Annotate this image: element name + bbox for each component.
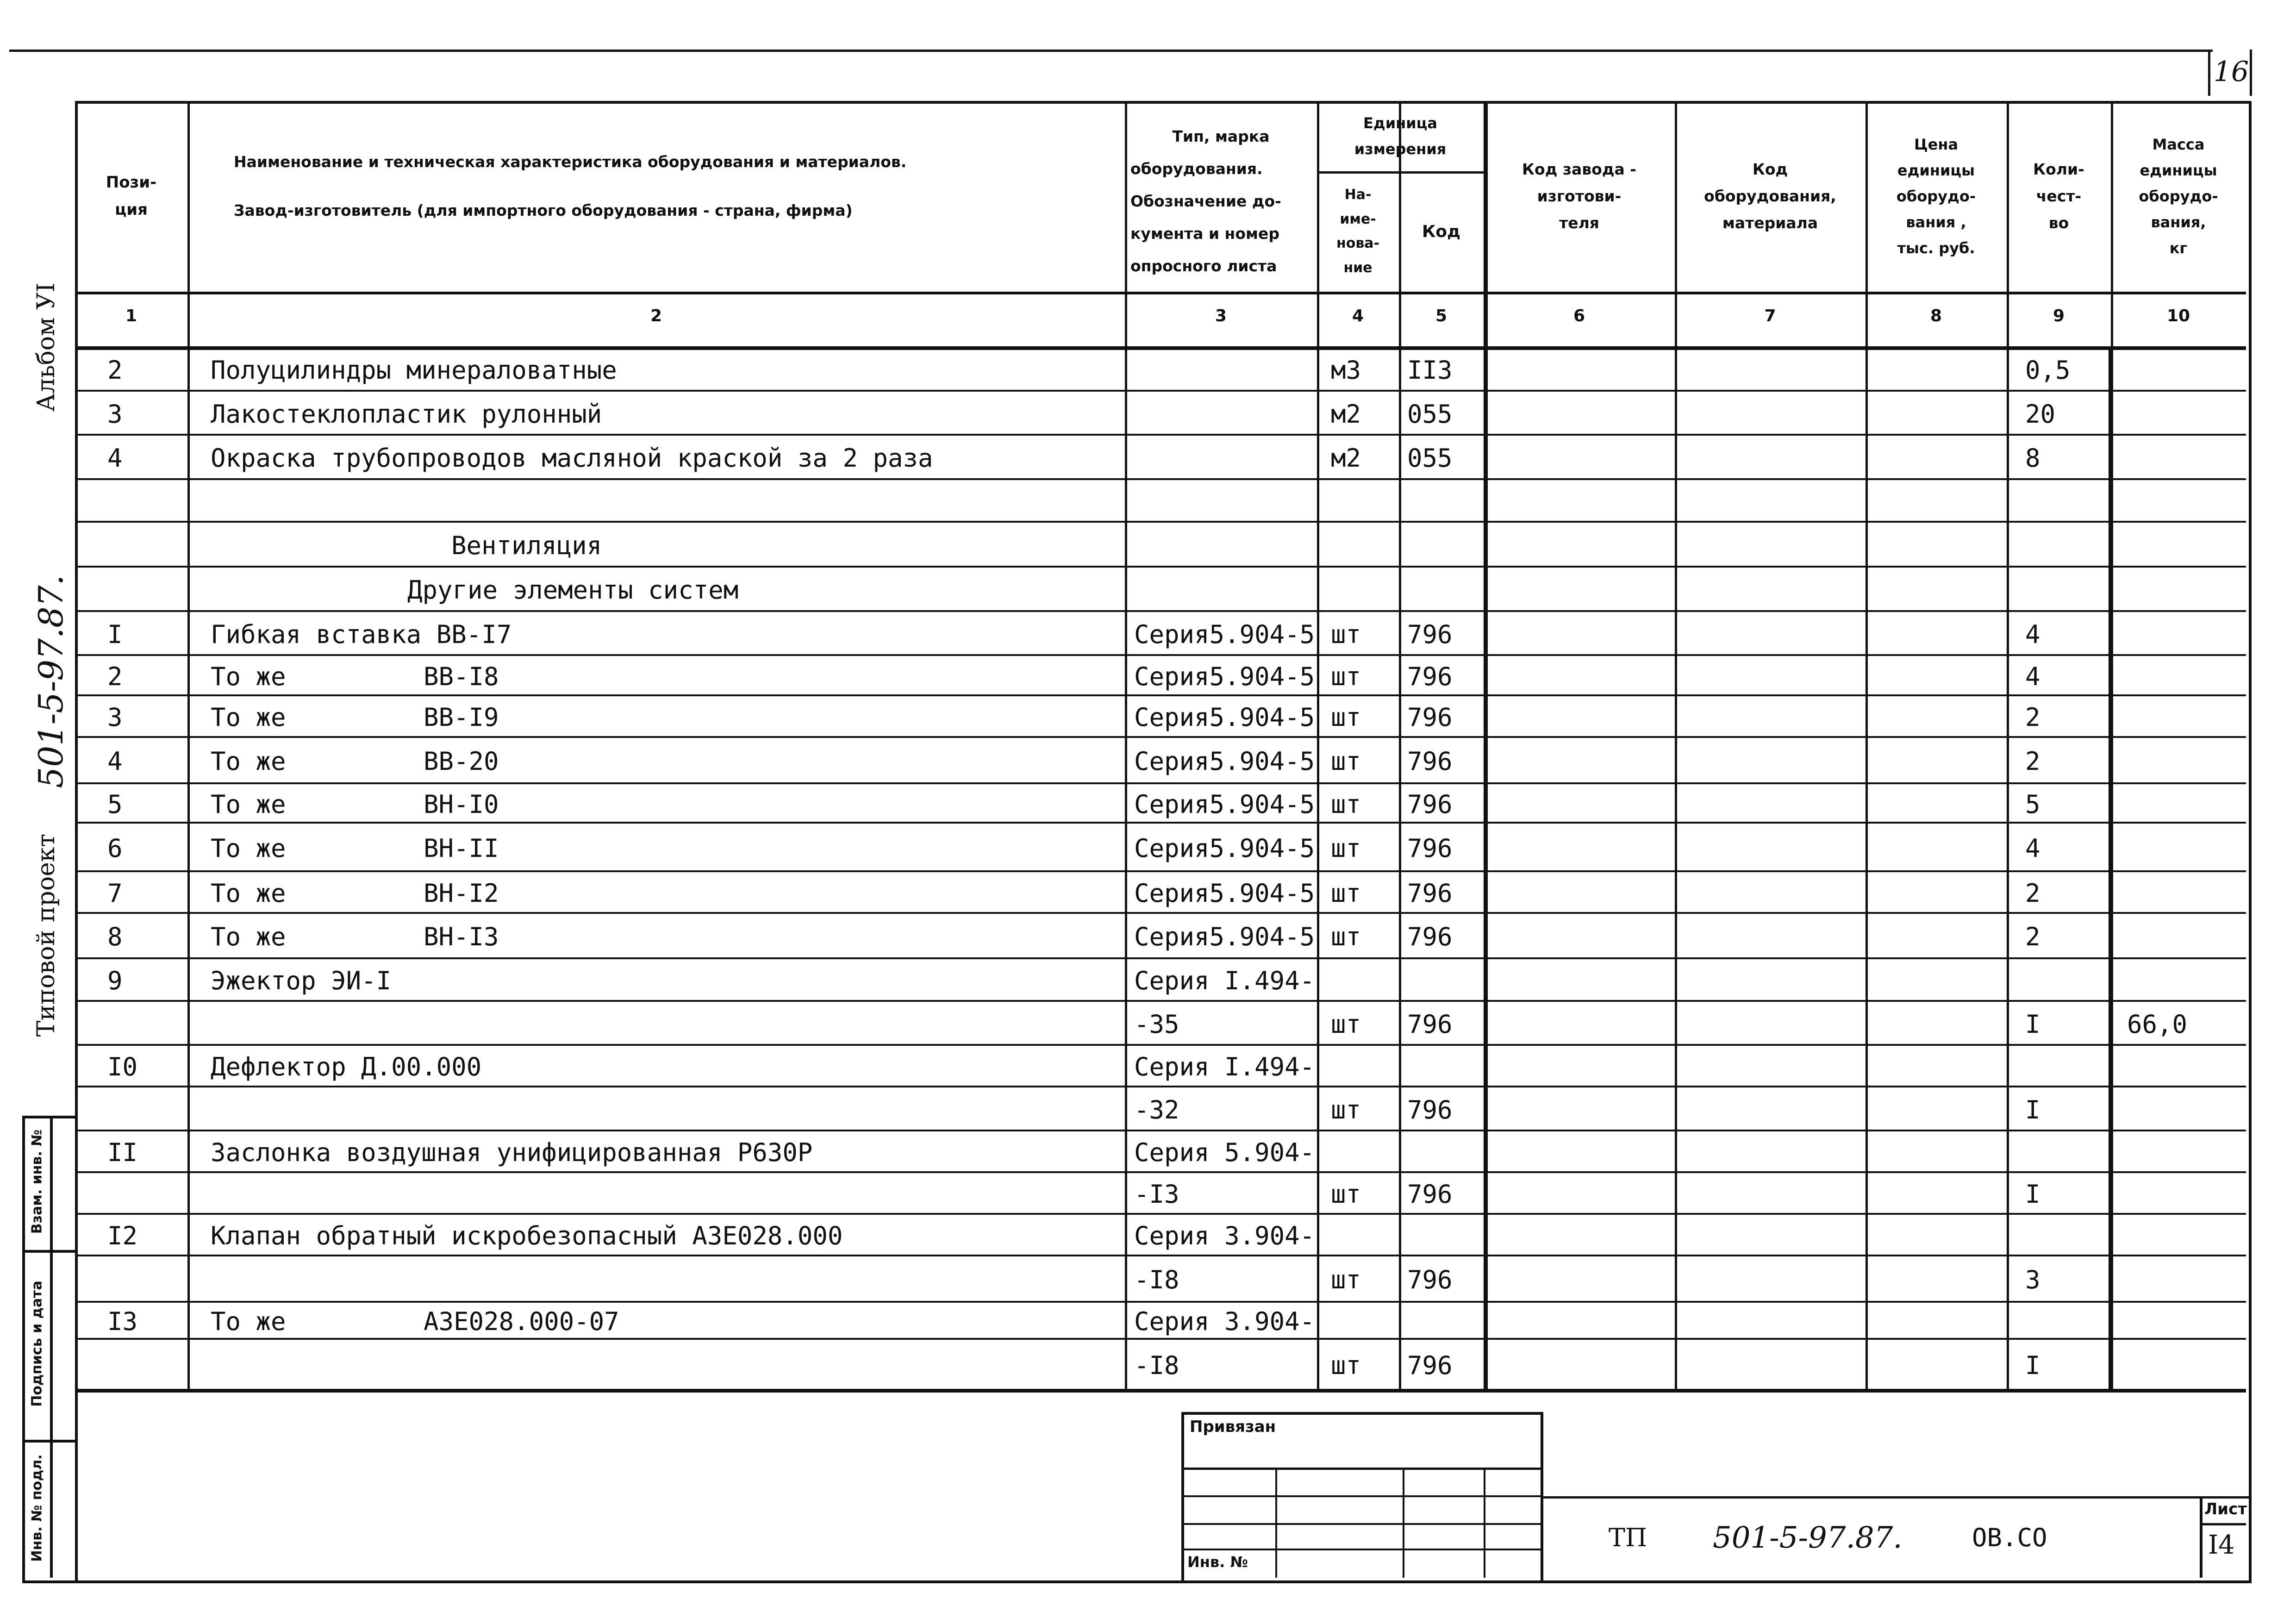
row-name: Гибкая вставка ВВ-I7 bbox=[211, 619, 512, 649]
row-position: 4 bbox=[107, 747, 123, 776]
header-text: чест- bbox=[2036, 187, 2082, 206]
row-name-mark: ВВ-I8 bbox=[424, 662, 499, 691]
row-name: То же bbox=[211, 703, 286, 732]
row-document: Серия5.904-5 bbox=[1134, 619, 1315, 649]
row-name: То же bbox=[211, 922, 286, 951]
row-document: Серия5.904-5 bbox=[1134, 833, 1315, 863]
row-rule bbox=[75, 654, 2246, 656]
row-name: Лакостеклопластик рулонный bbox=[211, 399, 602, 429]
row-position: 7 bbox=[107, 879, 123, 908]
privyazan-v3 bbox=[1484, 1468, 1485, 1578]
row-name-mark: ВН-I2 bbox=[424, 879, 499, 908]
header-doc: Обозначение до- bbox=[1130, 192, 1281, 210]
row-name: Дефлектор Д.00.000 bbox=[211, 1052, 482, 1081]
stamp-signature-date: Подпись и дата bbox=[29, 1280, 45, 1407]
column-number: 2 bbox=[650, 306, 662, 325]
privyazan-h4 bbox=[1181, 1549, 1541, 1550]
row-document: -I8 bbox=[1134, 1265, 1179, 1294]
row-position: II bbox=[107, 1138, 138, 1167]
list-box-mid bbox=[2200, 1523, 2246, 1525]
row-quantity: 2 bbox=[2025, 922, 2040, 951]
row-name: Клапан обратный искробезопасный АЗЕ028.000 bbox=[211, 1221, 843, 1250]
album-label: Альбом УІ bbox=[32, 282, 60, 412]
row-name-mark: ВН-II bbox=[424, 833, 499, 863]
row-name: То же bbox=[211, 1307, 286, 1336]
row-rule bbox=[75, 694, 2246, 696]
header-text: кг bbox=[2169, 239, 2188, 257]
row-rule bbox=[75, 912, 2246, 914]
row-unit: шт bbox=[1331, 833, 1361, 863]
row-name: Другие элементы систем bbox=[407, 575, 739, 605]
row-name: То же bbox=[211, 833, 286, 863]
row-name: То же bbox=[211, 789, 286, 819]
row-quantity: 3 bbox=[2025, 1265, 2040, 1294]
row-unit: шт bbox=[1331, 703, 1361, 732]
row-quantity: 5 bbox=[2025, 789, 2040, 819]
privyazan-label: Привязан bbox=[1190, 1418, 1276, 1436]
row-quantity: 2 bbox=[2025, 879, 2040, 908]
privyazan-h3 bbox=[1181, 1523, 1541, 1525]
row-document: Серия5.904-5 bbox=[1134, 662, 1315, 691]
column-number: 3 bbox=[1215, 306, 1227, 325]
row-rule bbox=[75, 1301, 2246, 1303]
row-document: Серия 3.904- bbox=[1134, 1221, 1315, 1250]
row-document: Серия5.904-5 bbox=[1134, 703, 1315, 732]
row-name: Эжектор ЭИ-I bbox=[211, 966, 392, 995]
row-unit-code: 055 bbox=[1407, 443, 1453, 473]
row-document: Серия 5.904- bbox=[1134, 1138, 1315, 1167]
column-number: 6 bbox=[1573, 306, 1585, 325]
row-name: Окраска трубопроводов масляной краской за 2 раза bbox=[211, 443, 933, 473]
header-text: теля bbox=[1559, 213, 1599, 232]
row-unit: шт bbox=[1331, 1265, 1361, 1294]
privyazan-v2 bbox=[1403, 1468, 1404, 1578]
column-number: 10 bbox=[2166, 306, 2190, 325]
row-rule bbox=[75, 957, 2246, 959]
row-rule bbox=[75, 822, 2246, 824]
row-unit-code: II3 bbox=[1407, 356, 1453, 385]
header-text: тыс. руб. bbox=[1897, 239, 1975, 257]
header-text: изготови- bbox=[1537, 187, 1622, 206]
row-quantity: I bbox=[2025, 1180, 2040, 1209]
header-text: оборудо- bbox=[2139, 187, 2218, 205]
row-unit: шт bbox=[1331, 879, 1361, 908]
header-text: Код bbox=[1752, 160, 1788, 179]
row-unit-code: 796 bbox=[1407, 922, 1453, 951]
row-unit: шт bbox=[1331, 1095, 1361, 1124]
row-document: Серия5.904-5 bbox=[1134, 922, 1315, 951]
row-rule bbox=[75, 521, 2246, 523]
row-quantity: 4 bbox=[2025, 833, 2040, 863]
column-number: 5 bbox=[1435, 306, 1447, 325]
header-doc: опросного листа bbox=[1130, 257, 1277, 275]
row-rule bbox=[75, 1171, 2246, 1173]
row-unit: м2 bbox=[1331, 399, 1361, 429]
column-number: 9 bbox=[2053, 306, 2065, 325]
row-quantity: 20 bbox=[2025, 399, 2056, 429]
header-text: измерения bbox=[1354, 140, 1447, 158]
row-position: 4 bbox=[107, 443, 123, 473]
row-position: 5 bbox=[107, 789, 123, 819]
row-document: Серия 3.904- bbox=[1134, 1307, 1315, 1336]
doc-code: 501-5-97.87. bbox=[1713, 1521, 1903, 1555]
header-text: Пози- bbox=[106, 173, 157, 192]
header-text: оборудования, bbox=[1704, 187, 1836, 206]
row-rule bbox=[75, 1130, 2246, 1131]
row-unit-code: 796 bbox=[1407, 619, 1453, 649]
row-position: 2 bbox=[107, 356, 123, 385]
row-document: -35 bbox=[1134, 1009, 1179, 1039]
row-document: -32 bbox=[1134, 1095, 1179, 1124]
tp-label: ТП bbox=[1609, 1523, 1647, 1552]
row-position: 3 bbox=[107, 399, 123, 429]
row-unit-code: 796 bbox=[1407, 1265, 1453, 1294]
row-unit-code: 796 bbox=[1407, 1351, 1453, 1380]
row-quantity: 2 bbox=[2025, 703, 2040, 732]
row-unit-code: 796 bbox=[1407, 789, 1453, 819]
row-unit: шт bbox=[1331, 662, 1361, 691]
list-label: Лист bbox=[2204, 1500, 2247, 1518]
header-name: Завод-изготовитель (для импортного оборудования - страна, фирма) bbox=[234, 201, 853, 219]
row-unit-code: 796 bbox=[1407, 1180, 1453, 1209]
project-type-label: Типовой проект bbox=[32, 833, 60, 1037]
row-rule bbox=[75, 1044, 2246, 1046]
row-quantity: I bbox=[2025, 1095, 2040, 1124]
row-unit-code: 796 bbox=[1407, 703, 1453, 732]
row-name-mark: АЗЕ028.000-07 bbox=[424, 1307, 619, 1336]
row-name: То же bbox=[211, 747, 286, 776]
row-rule bbox=[75, 1255, 2246, 1256]
inv-no-label: Инв. № bbox=[1187, 1553, 1248, 1571]
row-unit: шт bbox=[1331, 619, 1361, 649]
row-position: I2 bbox=[107, 1221, 138, 1250]
stamp-inv-vzam: Взам. инв. № bbox=[29, 1129, 45, 1234]
row-rule bbox=[75, 478, 2246, 480]
qty-right-bold-rule bbox=[2109, 346, 2112, 1389]
stamp-inv-podl: Инв. № подл. bbox=[29, 1454, 45, 1562]
row-name-mark: ВВ-20 bbox=[424, 747, 499, 776]
header-text: единицы bbox=[1897, 162, 1975, 179]
row-quantity: 4 bbox=[2025, 619, 2040, 649]
row-position: 2 bbox=[107, 662, 123, 691]
row-rule bbox=[75, 736, 2246, 738]
privyazan-v1 bbox=[1275, 1468, 1277, 1578]
header-text: единицы bbox=[2140, 162, 2217, 179]
row-position: I bbox=[107, 619, 123, 649]
header-text: вания , bbox=[1906, 213, 1966, 231]
row-rule bbox=[75, 1086, 2246, 1087]
row-rule bbox=[75, 1000, 2246, 1002]
row-document: Серия5.904-5 bbox=[1134, 747, 1315, 776]
row-name: То же bbox=[211, 879, 286, 908]
header-text: Коли- bbox=[2033, 160, 2084, 179]
header-text: Масса bbox=[2152, 136, 2205, 153]
row-position: I0 bbox=[107, 1052, 138, 1081]
header-text: оборудо- bbox=[1896, 187, 1976, 205]
header-doc: оборудования. bbox=[1130, 160, 1263, 178]
row-document: Серия I.494- bbox=[1134, 1052, 1315, 1081]
row-rule bbox=[75, 782, 2246, 784]
row-name: Вентиляция bbox=[451, 531, 602, 560]
row-quantity: I bbox=[2025, 1351, 2040, 1380]
row-quantity: 2 bbox=[2025, 747, 2040, 776]
column-number: 8 bbox=[1930, 306, 1942, 325]
row-quantity: I bbox=[2025, 1009, 2040, 1039]
row-unit: шт bbox=[1331, 1351, 1361, 1380]
row-rule bbox=[75, 610, 2246, 612]
header-text: нова- bbox=[1336, 235, 1380, 251]
row-name: То же bbox=[211, 662, 286, 691]
column-number: 4 bbox=[1352, 306, 1364, 325]
row-unit-code: 055 bbox=[1407, 399, 1453, 429]
header-text: Цена bbox=[1914, 136, 1959, 153]
row-document: Серия5.904-5 bbox=[1134, 879, 1315, 908]
column-number: 7 bbox=[1764, 306, 1776, 325]
project-code-side: 501-5-97.87. bbox=[31, 575, 70, 788]
header-text: материала bbox=[1722, 213, 1818, 232]
row-quantity: 4 bbox=[2025, 662, 2040, 691]
row-unit-code: 796 bbox=[1407, 879, 1453, 908]
row-unit: шт bbox=[1331, 922, 1361, 951]
row-position: 3 bbox=[107, 703, 123, 732]
row-unit-code: 796 bbox=[1407, 833, 1453, 863]
header-doc: Тип, марка bbox=[1172, 127, 1270, 145]
header-text: ция bbox=[115, 200, 148, 219]
row-quantity: 0,5 bbox=[2025, 356, 2071, 385]
row-document: -I3 bbox=[1134, 1180, 1179, 1209]
list-box-left bbox=[2200, 1496, 2202, 1578]
header-name: Наименование и техническая характеристика оборудования и материалов. bbox=[234, 153, 907, 171]
row-position: 9 bbox=[107, 966, 123, 995]
row-mass: 66,0 bbox=[2127, 1009, 2188, 1039]
row-rule bbox=[75, 390, 2246, 392]
privyazan-h1 bbox=[1181, 1468, 1541, 1470]
row-name: Заслонка воздушная унифицированная Р630Р bbox=[211, 1138, 813, 1167]
row-name-mark: ВН-I0 bbox=[424, 789, 499, 819]
row-unit: шт bbox=[1331, 1180, 1361, 1209]
header-text: во bbox=[2048, 213, 2069, 232]
row-unit-code: 796 bbox=[1407, 662, 1453, 691]
number-row-bottom-rule bbox=[75, 346, 2246, 350]
header-doc: кумента и номер bbox=[1130, 225, 1280, 243]
row-unit: шт bbox=[1331, 789, 1361, 819]
row-unit: м3 bbox=[1331, 356, 1361, 385]
row-name-mark: ВВ-I9 bbox=[424, 703, 499, 732]
header-text: Код bbox=[1422, 222, 1461, 241]
header-text: вания, bbox=[2151, 213, 2206, 231]
row-document: -I8 bbox=[1134, 1351, 1179, 1380]
header-text: Код завода - bbox=[1522, 160, 1636, 179]
row-rule bbox=[75, 870, 2246, 872]
sheet-corner-number: 16 bbox=[2213, 56, 2249, 88]
row-rule bbox=[75, 434, 2246, 436]
row-unit: шт bbox=[1331, 1009, 1361, 1039]
row-unit-code: 796 bbox=[1407, 1095, 1453, 1124]
row-unit: м2 bbox=[1331, 443, 1361, 473]
row-position: 8 bbox=[107, 922, 123, 951]
header-text: име- bbox=[1340, 211, 1376, 227]
privyazan-h2 bbox=[1181, 1495, 1541, 1497]
column-number: 1 bbox=[125, 306, 137, 325]
row-position: I3 bbox=[107, 1307, 138, 1336]
row-unit-code: 796 bbox=[1407, 747, 1453, 776]
row-rule bbox=[75, 1338, 2246, 1340]
unit-group-rule bbox=[1317, 171, 1484, 174]
row-rule bbox=[75, 1389, 2246, 1393]
section-code: ОВ.СО bbox=[1972, 1523, 2047, 1552]
list-number: I4 bbox=[2208, 1530, 2235, 1560]
row-unit: шт bbox=[1331, 747, 1361, 776]
row-rule bbox=[75, 1213, 2246, 1215]
header-text: На- bbox=[1344, 187, 1372, 203]
row-unit-code: 796 bbox=[1407, 1009, 1453, 1039]
header-text: ние bbox=[1343, 259, 1373, 276]
row-position: 6 bbox=[107, 833, 123, 863]
row-quantity: 8 bbox=[2025, 443, 2040, 473]
row-document: Серия5.904-5 bbox=[1134, 789, 1315, 819]
row-name: Полуцилиндры минераловатные bbox=[211, 356, 617, 385]
header-bottom-rule bbox=[75, 292, 2246, 294]
header-text: Единица bbox=[1363, 114, 1437, 132]
row-rule bbox=[75, 566, 2246, 568]
row-name-mark: ВН-I3 bbox=[424, 922, 499, 951]
row-document: Серия I.494- bbox=[1134, 966, 1315, 995]
titleblock-top-rule bbox=[1541, 1496, 2249, 1499]
